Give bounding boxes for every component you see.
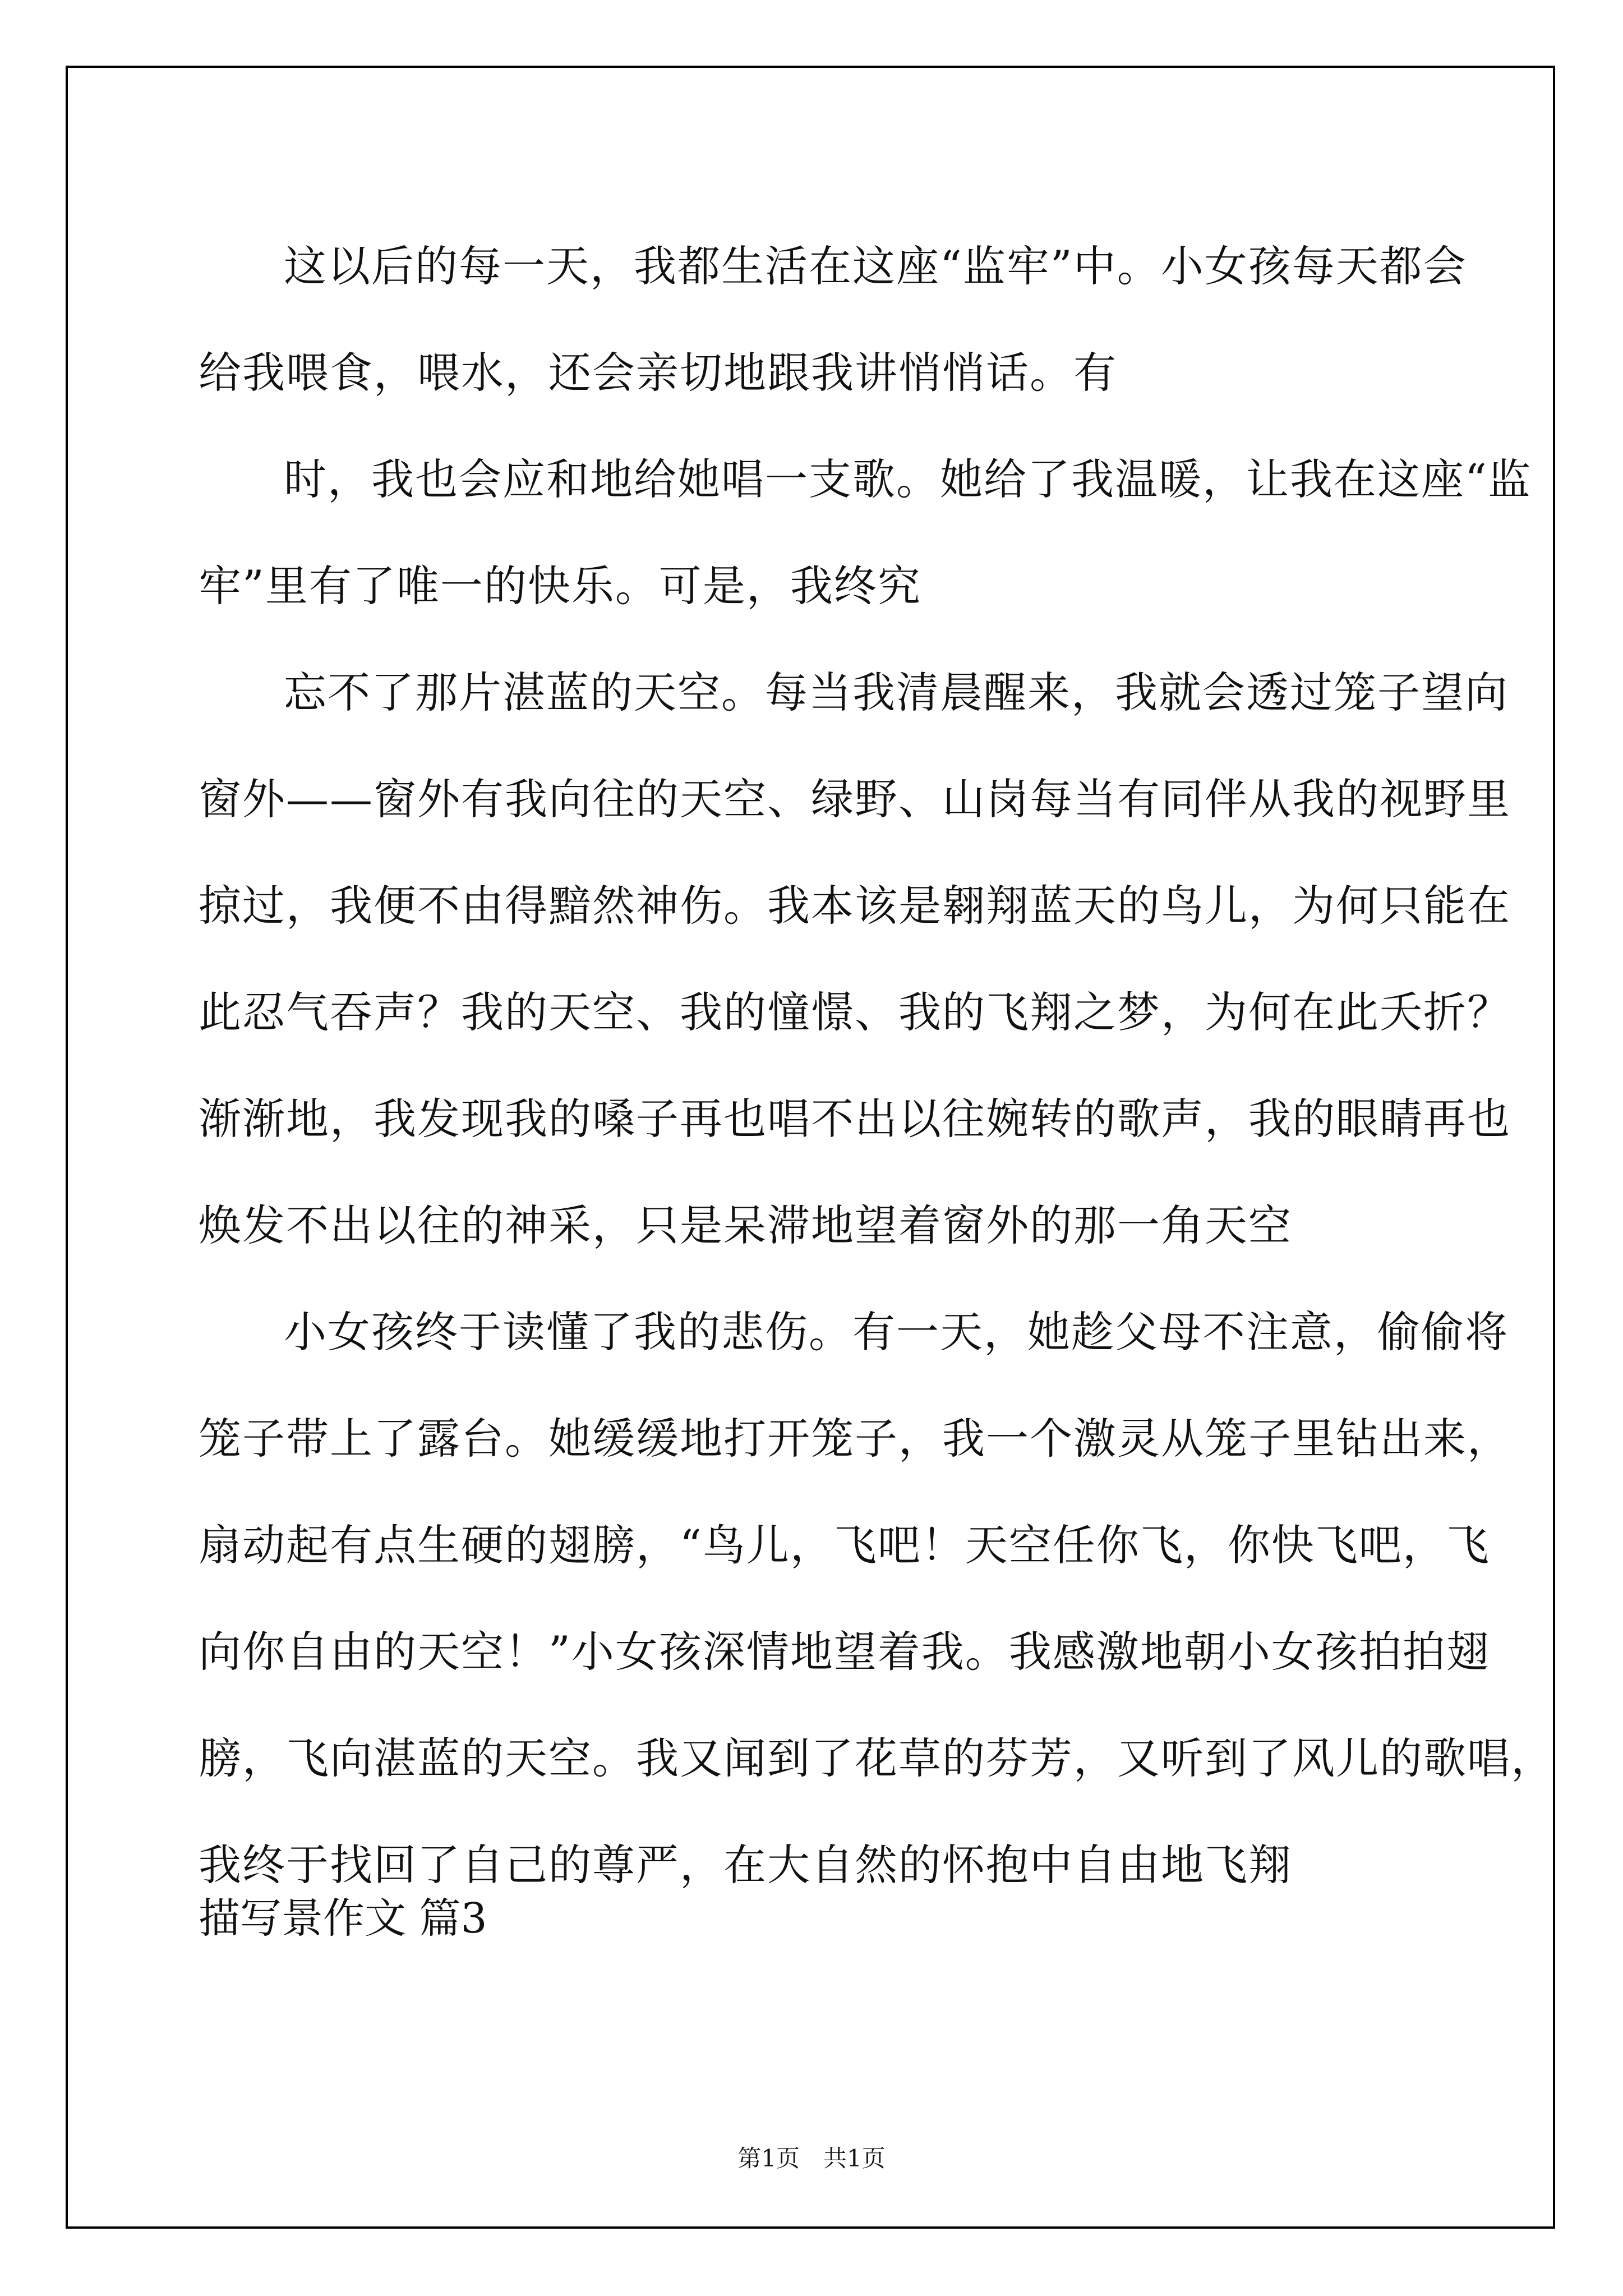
- paragraph-4-line-4: 向你自由的天空！”小女孩深情地望着我。我感激地朝小女孩拍拍翅: [199, 1627, 1490, 1677]
- paragraph-3-line-3: 掠过，我便不由得黯然神伤。我本该是翱翔蓝天的鸟儿，为何只能在: [199, 881, 1511, 931]
- paragraph-4-line-2: 笼子带上了露台。她缓缓地打开笼子，我一个激灵从笼子里钻出来，: [199, 1414, 1511, 1464]
- paragraph-3-line-1: 忘不了那片湛蓝的天空。每当我清晨醒来，我就会透过笼子望向: [284, 668, 1509, 717]
- paragraph-4-line-6: 我终于找回了自己的尊严，在大自然的怀抱中自由地飞翔: [199, 1840, 1292, 1890]
- paragraph-3-line-2: 窗外——窗外有我向往的天空、绿野、山岗每当有同伴从我的视野里: [199, 774, 1511, 824]
- section-heading: 描写景作文 篇3: [199, 1894, 487, 1943]
- paragraph-4-line-1: 小女孩终于读懂了我的悲伤。有一天，她趁父母不注意，偷偷将: [284, 1307, 1509, 1357]
- paragraph-1-line-1: 这以后的每一天，我都生活在这座“监牢”中。小女孩每天都会: [284, 241, 1467, 291]
- page-footer: 第1页 共1页: [737, 2145, 886, 2172]
- paragraph-2-line-2: 牢”里有了唯一的快乐。可是，我终究: [199, 561, 921, 611]
- paragraph-1-line-2: 给我喂食，喂水，还会亲切地跟我讲悄悄话。有: [199, 348, 1117, 398]
- paragraph-2-line-1: 时，我也会应和地给她唱一支歌。她给了我温暖，让我在这座“监: [284, 454, 1532, 504]
- paragraph-3-line-4: 此忍气吞声？我的天空、我的憧憬、我的飞翔之梦，为何在此夭折？: [199, 987, 1511, 1037]
- paragraph-4-line-5: 膀，飞向湛蓝的天空。我又闻到了花草的芬芳，又听到了风儿的歌唱，: [199, 1733, 1555, 1783]
- article-body: [199, 213, 1555, 1918]
- paragraph-4-line-3: 扇动起有点生硬的翅膀，“鸟儿，飞吧！天空任你飞，你快飞吧，飞: [199, 1520, 1490, 1570]
- paragraph-3-line-6: 焕发不出以往的神采，只是呆滞地望着窗外的那一角天空: [199, 1200, 1292, 1250]
- paragraph-3-line-5: 渐渐地，我发现我的嗓子再也唱不出以往婉转的歌声，我的眼睛再也: [199, 1094, 1511, 1144]
